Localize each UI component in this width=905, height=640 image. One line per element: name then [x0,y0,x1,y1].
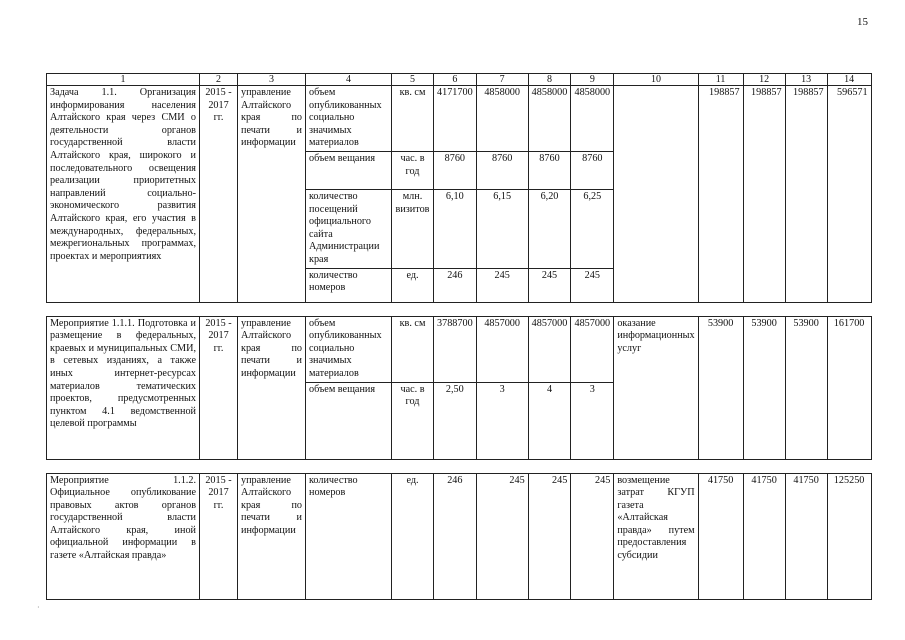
column-number: 10 [614,74,698,86]
indicator-value: 4858000 [476,86,528,152]
indicator-value: 4171700 [434,86,477,152]
funding-value: 53900 [743,316,785,459]
task-description: Задача 1.1. Организация информирования населения Алтайского края через СМИ о деятельности органов государственной власти Алтайского края, широкого и последовательного освещения реализации приоритетных направлений социально-экономического развития Алтайского края, его участия в международных, федеральных, межрегиональных программах, проектах и мероприятиях [47,86,200,303]
table-row [47,86,872,152]
indicator-value: 246 [434,268,477,302]
indicator-name: объем вещания [306,382,392,459]
column-number: 3 [238,74,306,86]
column-number-row [47,74,872,86]
indicator-value: 2,50 [434,382,477,459]
activity-description: Мероприятие 1.1.1. Подготовка и размещение в федеральных, краевых и муниципальных СМИ, в сетевых изданиях, а также иных интернет-ресурсах материалов тематических проектов, предусмотренных пунктом 4.1 ведомственной целевой программы [47,316,200,459]
result-cell [614,86,698,303]
funding-value: 198857 [743,86,785,303]
funding-total: 125250 [827,473,871,599]
indicator-value: 4858000 [571,86,614,152]
funding-value: 41750 [698,473,743,599]
funding-value: 53900 [698,316,743,459]
program-table [46,73,872,600]
column-number: 14 [827,74,871,86]
indicator-value: 8760 [476,151,528,189]
indicator-unit: час. в год [392,382,434,459]
column-number: 8 [528,74,571,86]
funding-value: 198857 [785,86,827,303]
indicator-value: 6,10 [434,189,477,268]
period-cell: 2015 - 2017 гг. [200,316,238,459]
period-cell: 2015 - 2017 гг. [200,473,238,599]
column-number: 13 [785,74,827,86]
scan-speck: · [37,603,40,612]
executor-cell: управление Алтайского края по печати и информации [238,316,306,459]
indicator-value: 4857000 [476,316,528,382]
result-cell: оказание информационных услуг [614,316,698,459]
indicator-value: 245 [571,473,614,599]
funding-value: 41750 [743,473,785,599]
column-number: 12 [743,74,785,86]
spacer-row [47,302,872,316]
indicator-name: количество посещений официального сайта Администрации края [306,189,392,268]
indicator-value: 3 [476,382,528,459]
indicator-unit: час. в год [392,151,434,189]
indicator-unit: ед. [392,473,434,599]
column-number: 9 [571,74,614,86]
indicator-value: 6,15 [476,189,528,268]
indicator-name: количество номеров [306,473,392,599]
page-number: 15 [857,16,868,28]
indicator-value: 3 [571,382,614,459]
indicator-value: 4 [528,382,571,459]
activity-description: Мероприятие 1.1.2. Официальное опубликование правовых актов органов государственной власти Алтайского края, иной официальной информации в газете «Алтайская правда» [47,473,200,599]
indicator-value: 8760 [434,151,477,189]
indicator-unit: кв. см [392,86,434,152]
indicator-value: 6,20 [528,189,571,268]
indicator-name: количество номеров [306,268,392,302]
indicator-value: 8760 [571,151,614,189]
column-number: 1 [47,74,200,86]
spacer-row [47,459,872,473]
executor-cell: управление Алтайского края по печати и информации [238,473,306,599]
indicator-value: 4857000 [571,316,614,382]
column-number: 6 [434,74,477,86]
table-row [47,316,872,382]
indicator-value: 8760 [528,151,571,189]
table-row [47,473,872,599]
column-number: 2 [200,74,238,86]
period-cell: 2015 - 2017 гг. [200,86,238,303]
executor-cell: управление Алтайского края по печати и информации [238,86,306,303]
indicator-value: 246 [434,473,477,599]
column-number: 7 [476,74,528,86]
indicator-value: 4858000 [528,86,571,152]
funding-value: 198857 [698,86,743,303]
funding-value: 41750 [785,473,827,599]
result-cell: возмещение затрат КГУП газета «Алтайская правда» путем предоставления субсидии [614,473,698,599]
indicator-value: 245 [528,473,571,599]
indicator-value: 245 [528,268,571,302]
indicator-name: объем вещания [306,151,392,189]
funding-total: 596571 [827,86,871,303]
indicator-value: 4857000 [528,316,571,382]
indicator-value: 245 [571,268,614,302]
indicator-unit: ед. [392,268,434,302]
column-number: 5 [392,74,434,86]
indicator-value: 3788700 [434,316,477,382]
indicator-unit: млн. визитов [392,189,434,268]
indicator-name: объем опубликованных социально значимых материалов [306,316,392,382]
funding-value: 53900 [785,316,827,459]
funding-total: 161700 [827,316,871,459]
indicator-value: 245 [476,473,528,599]
indicator-name: объем опубликованных социально значимых материалов [306,86,392,152]
column-number: 11 [698,74,743,86]
column-number: 4 [306,74,392,86]
indicator-value: 245 [476,268,528,302]
indicator-value: 6,25 [571,189,614,268]
indicator-unit: кв. см [392,316,434,382]
